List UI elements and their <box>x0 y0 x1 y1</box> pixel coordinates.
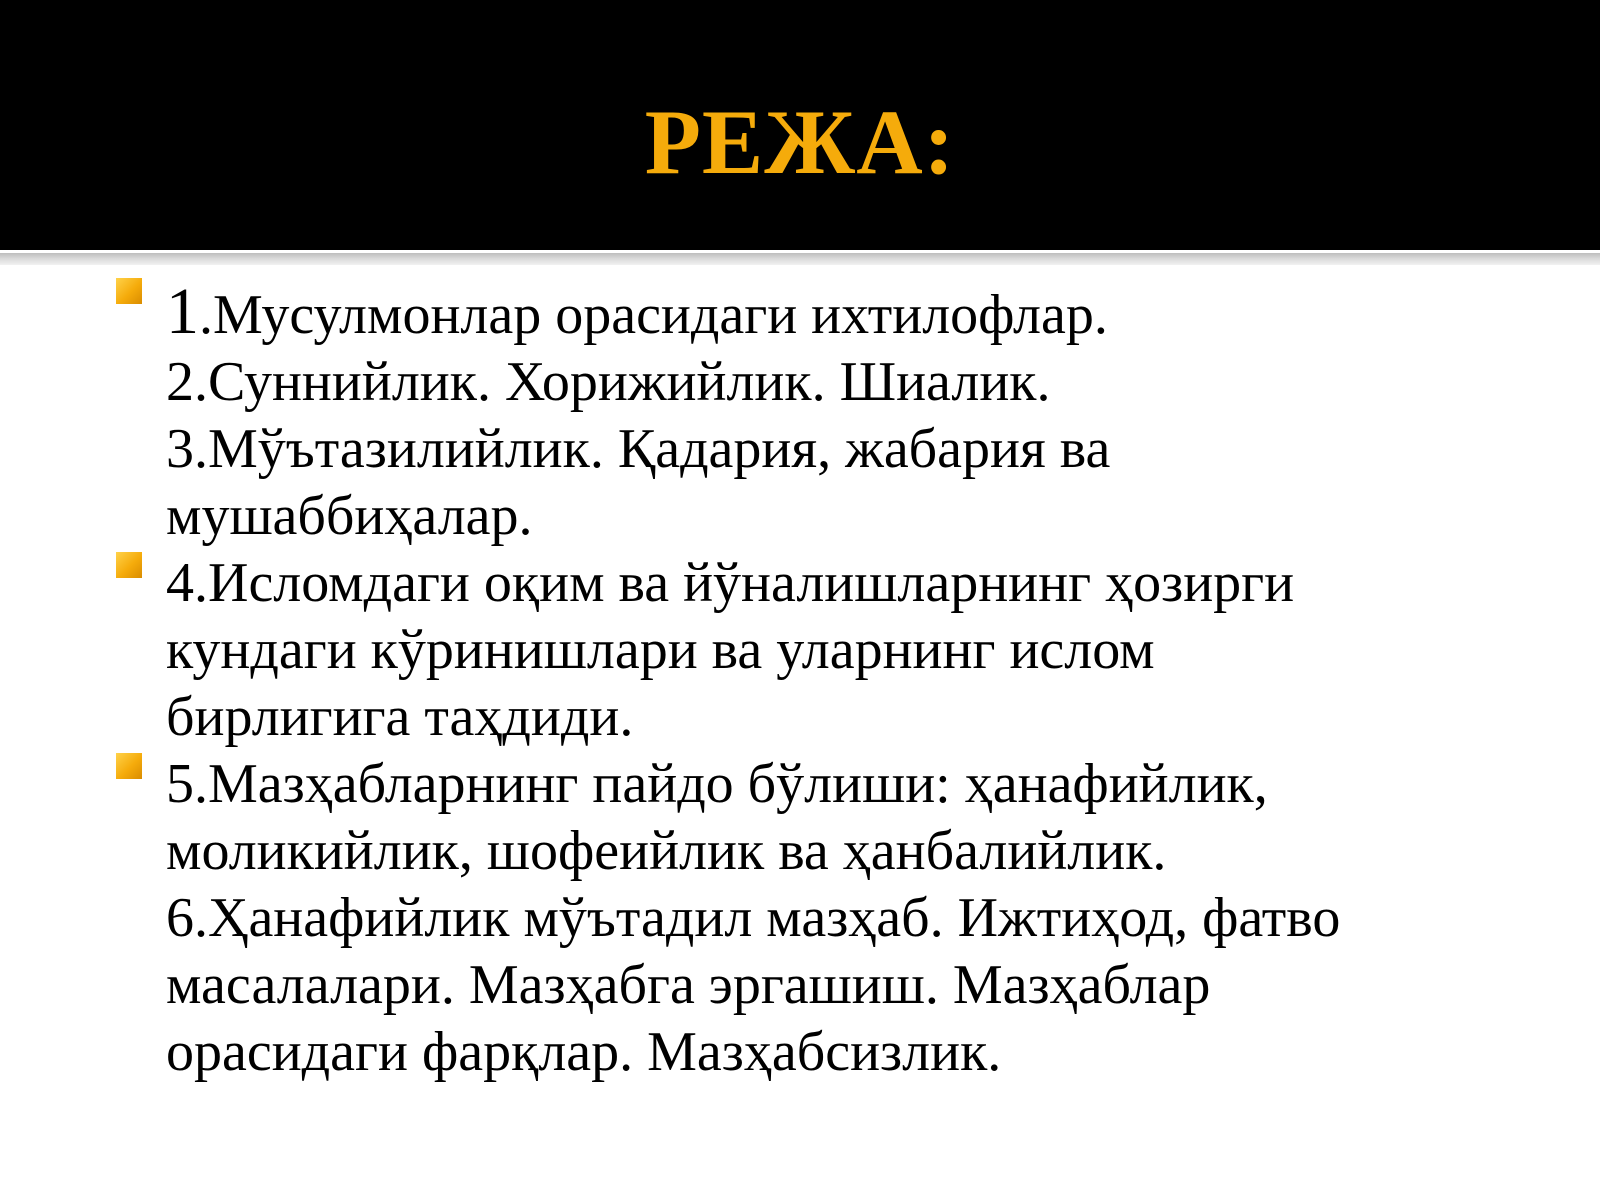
bullet-item-2-line-2: кундаги кўринишлари ва уларнинг ислом <box>166 619 1155 681</box>
bullet-item-1-line-3: 3.Мўътазилийлик. Қадария, жабария ва <box>166 418 1111 480</box>
bullet-item-2-line-3: бирлигига таҳдиди. <box>166 686 634 748</box>
slide-title: РЕЖА: <box>644 91 956 193</box>
bullet-item-1 <box>114 275 1554 550</box>
bullet-item-3-line-5: орасидаги фарқлар. Мазҳабсизлик. <box>166 1021 1002 1083</box>
bullet-item-3-line-3: 6.Ҳанафийлик мўътадил мазҳаб. Ижтиҳод, фатво <box>166 887 1341 949</box>
bullet-item-3 <box>114 751 1554 1086</box>
bullet-list <box>114 275 1554 1086</box>
bullet-item-3-line-4: масалалари. Мазҳабга эргашиш. Мазҳаблар <box>166 954 1211 1016</box>
bullet-item-1-number: 1 <box>166 275 199 348</box>
square-bullet-icon <box>116 552 142 578</box>
title-band <box>0 0 1600 250</box>
bullet-item-3-line-2: моликийлик, шофеийлик ва ҳанбалийлик. <box>166 820 1167 882</box>
square-bullet-icon <box>116 278 142 304</box>
bullet-item-2 <box>114 550 1554 751</box>
bullet-item-1-line-2: 2.Суннийлик. Хорижийлик. Шиалик. <box>166 351 1051 413</box>
bullet-item-1-line-4: мушаббиҳалар. <box>166 485 533 547</box>
bullet-item-3-line-1: 5.Мазҳабларнинг пайдо бўлиши: ҳанафийлик, <box>166 753 1268 815</box>
bullet-item-1-line-1-text: .Мусулмонлар орасидаги ихтилофлар. <box>199 284 1108 346</box>
bullet-item-2-line-1: 4.Исломдаги оқим ва йўналишларнинг ҳозирги <box>166 552 1295 614</box>
bullet-item-1-line-1 <box>166 275 1554 349</box>
title-divider <box>0 253 1600 265</box>
square-bullet-icon <box>116 753 142 779</box>
